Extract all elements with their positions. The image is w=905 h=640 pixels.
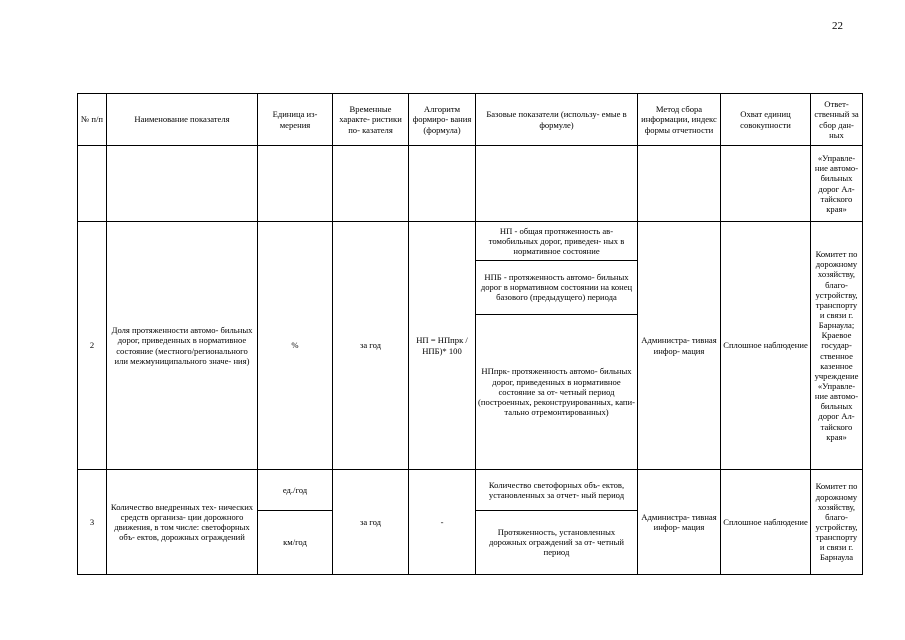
indicators-table: [77, 93, 863, 575]
r3-unit-1: ед./год: [282, 484, 308, 495]
r3-base-cell: [476, 470, 638, 575]
table-row-2: [78, 222, 863, 470]
r2-time: за год: [333, 222, 409, 470]
r2-unit: %: [258, 222, 333, 470]
r2-base-cell: [476, 222, 638, 470]
table-row-3: [78, 470, 863, 575]
r3-coverage: Сплошное наблюдение: [721, 470, 811, 575]
r2-method: Администра- тивная инфор- мация: [638, 222, 721, 470]
r3-base-2: Протяженность, установленных дорожных ограждений за от- четный период: [476, 510, 637, 574]
r3-num: 3: [78, 470, 107, 575]
header-algo: Алгоритм формиро- вания (формула): [409, 94, 476, 146]
r2-name: Доля протяженности автомо- бильных дорог, приведенных в нормативное состояние (местного/регионального или межмуниципального значе- ния): [107, 222, 258, 470]
r2-num: 2: [78, 222, 107, 470]
table-row-continuation: [78, 146, 863, 222]
cont-resp: «Управле- ние автомо- бильных дорог Ал- тайского края»: [811, 146, 863, 222]
r2-coverage: Сплошное наблюдение: [721, 222, 811, 470]
r2-base-3: НПпрк- протяженность автомо- бильных дорог, приведенных в нормативное состояние за от- четный период (построенных, реконструированных, капи- тально отремонтированных): [476, 314, 637, 469]
header-time: Временные характе- ристики по- казателя: [333, 94, 409, 146]
header-resp: Ответ- ственный за сбор дан- ных: [811, 94, 863, 146]
r2-resp: Комитет по дорожному хозяйству, благо- устройству, транспорту и связи г. Барнаула; Краевое государ- ственное казенное учреждение «Управле- ние автомо- бильных дорог Ал- тайского края»: [811, 222, 863, 470]
header-method: Метод сбора информации, индекс формы отчетности: [638, 94, 721, 146]
r3-algo: -: [409, 470, 476, 575]
header-name: Наименование показателя: [107, 94, 258, 146]
r3-method: Администра- тивная инфор- мация: [638, 470, 721, 575]
header-unit: Единица из- мерения: [258, 94, 333, 146]
r3-time: за год: [333, 470, 409, 575]
header-num: № п/п: [78, 94, 107, 146]
r3-unit-cell: [258, 470, 333, 575]
r2-base-2: НПБ - протяженность автомо- бильных дорог в нормативном состоянии на конец базового (предыдущего) периода: [476, 260, 637, 314]
r3-unit-2: км/год: [258, 510, 332, 574]
r2-algo: НП = НПпрк /НПБ)* 100: [409, 222, 476, 470]
r3-resp: Комитет по дорожному хозяйству, благо- устройству, транспорту и связи г. Барнаула: [811, 470, 863, 575]
r2-base-1: НП - общая протяженность ав- томобильных дорог, приведен- ных в нормативное состояние: [488, 225, 625, 256]
header-coverage: Охват единиц совокупности: [721, 94, 811, 146]
page-number: 22: [832, 20, 843, 32]
header-row: [78, 94, 863, 146]
r3-base-1: Количество светофорных объ- ектов, установленных за отчет- ный период: [488, 479, 625, 500]
r3-name: Количество внедренных тех- нических средств организа- ции дорожного движения, в том числе: светофорных объ- ектов, дорожных ограждений: [107, 470, 258, 575]
header-base: Базовые показатели (использу- емые в формуле): [476, 94, 638, 146]
